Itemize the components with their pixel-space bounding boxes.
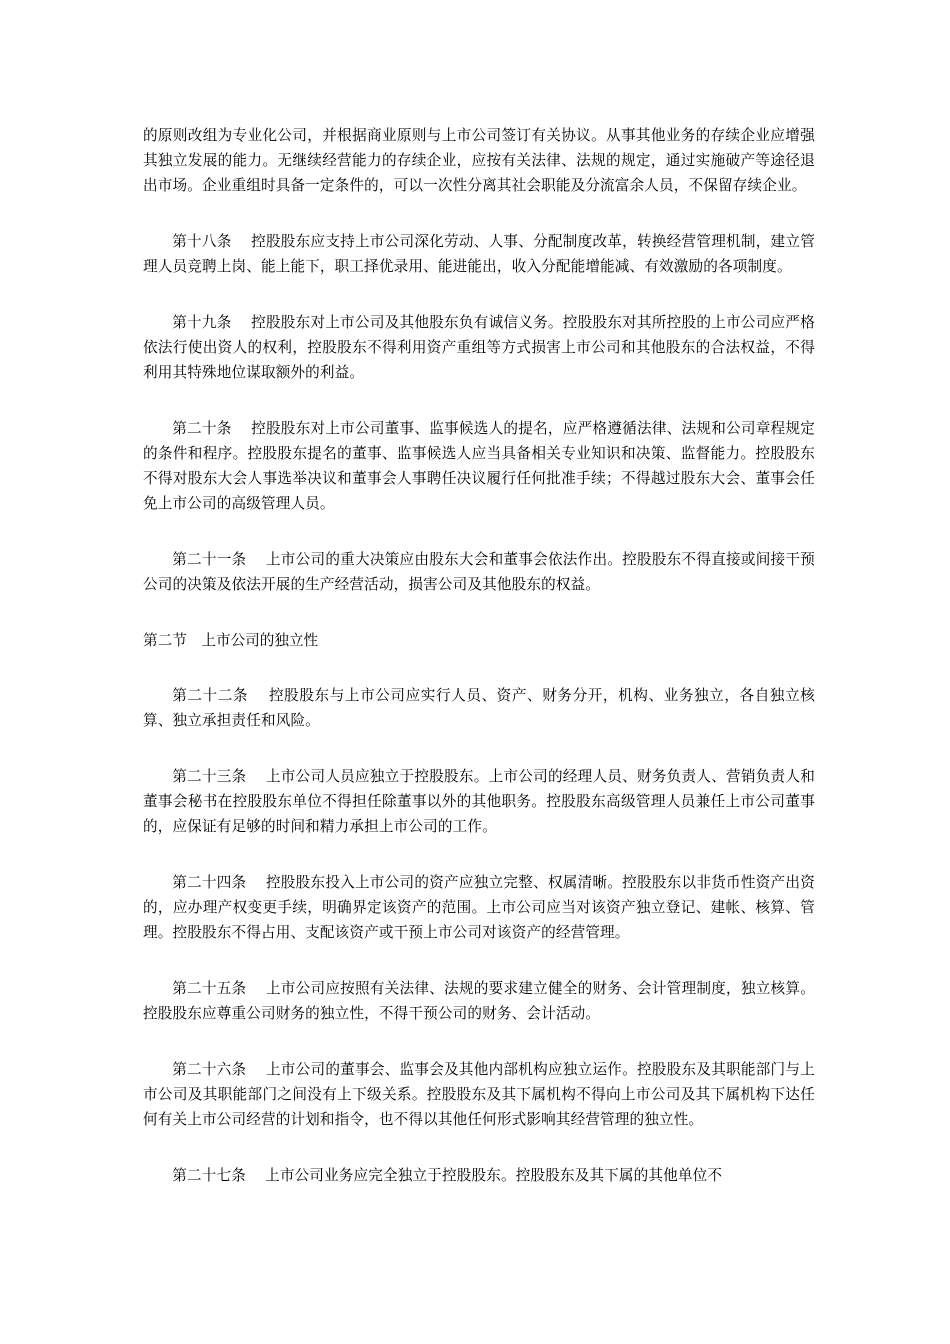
article-number: 第二十六条 (172, 1061, 247, 1078)
article-text: 控股股东对上市公司董事、监事候选人的提名，应严格遵循法律、法规和公司章程规定的条件和程序。控股股东提名的董事、监事候选人应当具备相关专业知识和决策、监督能力。控股股东不得对股东大会人事选举决议和董事会人事聘任决议履行任何批准手续；不得越过股东大会、董事会任免上市公司的高级管理人员。 (143, 420, 815, 512)
article-27 (143, 1163, 815, 1188)
document-page (143, 123, 815, 1219)
article-24 (143, 870, 815, 945)
article-20 (143, 416, 815, 516)
article-19 (143, 310, 815, 385)
article-number: 第十八条 (172, 233, 232, 250)
article-22 (143, 683, 815, 733)
article-text: 上市公司人员应独立于控股股东。上市公司的经理人员、财务负责人、营销负责人和董事会秘书在控股股东单位不得担任除董事以外的其他职务。控股股东高级管理人员兼任上市公司董事的，应保证有足够的时间和精力承担上市公司的工作。 (143, 768, 815, 835)
article-number: 第二十三条 (172, 768, 247, 785)
article-text: 控股股东与上市公司应实行人员、资产、财务分开，机构、业务独立，各自独立核算、独立承担责任和风险。 (143, 687, 816, 729)
article-number: 第二十五条 (172, 980, 247, 997)
article-text: 控股股东对上市公司及其他股东负有诚信义务。控股股东对其所控股的上市公司应严格依法行使出资人的权利，控股股东不得利用资产重组等方式损害上市公司和其他股东的合法权益，不得利用其特殊地位谋取额外的利益。 (143, 314, 815, 381)
article-26 (143, 1057, 815, 1132)
article-text: 上市公司的董事会、监事会及其他内部机构应独立运作。控股股东及其职能部门与上市公司及其职能部门之间没有上下级关系。控股股东及其下属机构不得向上市公司及其下属机构下达任何有关上市公司经营的计划和指令，也不得以其他任何形式影响其经营管理的独立性。 (143, 1061, 815, 1128)
article-text: 上市公司应按照有关法律、法规的要求建立健全的财务、会计管理制度，独立核算。控股股东应尊重公司财务的独立性，不得干预公司的财务、会计活动。 (143, 980, 815, 1022)
article-text: 控股股东应支持上市公司深化劳动、人事、分配制度改革，转换经营管理机制，建立管理人员竞聘上岗、能上能下，职工择优录用、能进能出，收入分配能增能减、有效激励的各项制度。 (143, 233, 815, 275)
article-number: 第二十二条 (172, 687, 249, 704)
article-text: 上市公司的重大决策应由股东大会和董事会依法作出。控股股东不得直接或间接干预公司的决策及依法开展的生产经营活动，损害公司及其他股东的权益。 (143, 551, 815, 593)
article-21 (143, 547, 815, 597)
article-18 (143, 229, 815, 279)
article-number: 第二十一条 (172, 551, 247, 568)
article-25 (143, 976, 815, 1026)
article-number: 第二十条 (172, 420, 232, 437)
article-23 (143, 764, 815, 839)
section-heading: 第二节 上市公司的独立性 (143, 632, 319, 649)
article-number: 第十九条 (172, 314, 232, 331)
article-text: 控股股东投入上市公司的资产应独立完整、权属清晰。控股股东以非货币性资产出资的，应办理产权变更手续，明确界定该资产的范围。上市公司应当对该资产独立登记、建帐、核算、管理。控股股东不得占用、支配该资产或干预上市公司对该资产的经营管理。 (143, 874, 815, 941)
article-number: 第二十七条 (172, 1167, 246, 1184)
article-text: 上市公司业务应完全独立于控股股东。控股股东及其下属的其他单位不 (265, 1167, 723, 1184)
article-number: 第二十四条 (172, 874, 247, 891)
intro-paragraph: 的原则改组为专业化公司，并根据商业原则与上市公司签订有关协议。从事其他业务的存续企业应增强其独立发展的能力。无继续经营能力的存续企业，应按有关法律、法规的规定，通过实施破产等途径退出市场。企业重组时具备一定条件的，可以一次性分离其社会职能及分流富余人员，不保留存续企业。 (143, 127, 815, 194)
